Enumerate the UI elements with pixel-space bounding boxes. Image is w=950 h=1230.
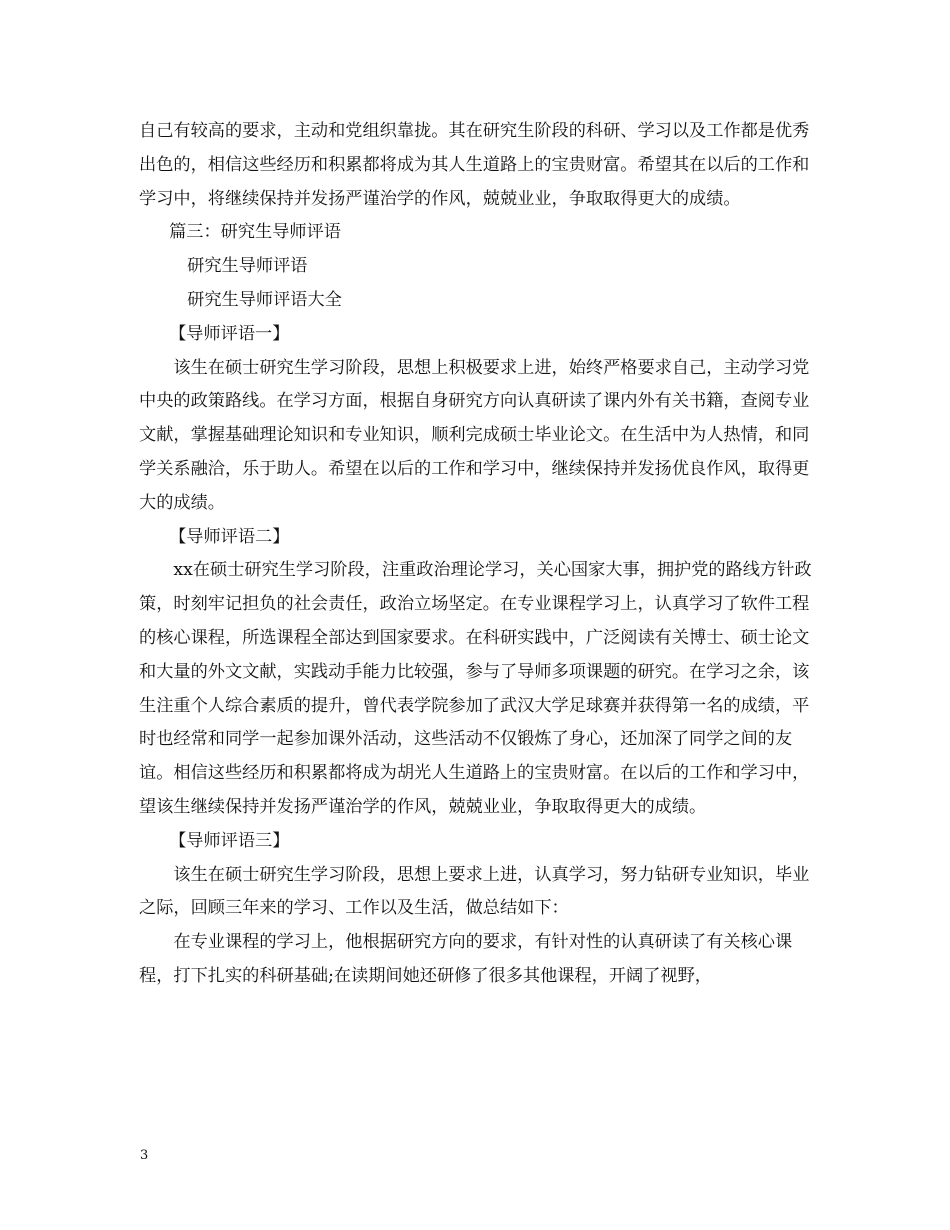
- body-paragraph-continued: 自己有较高的要求，主动和党组织靠拢。其在研究生阶段的科研、学习以及工作都是优秀出色的，相信这些经历和积累都将成为其人生道路上的宝贵财富。希望其在以后的工作和学习中，将继续保持并发扬严谨治学的作风，兢兢业业，争取取得更大的成绩。: [139, 121, 810, 209]
- sub-heading: 研究生导师评语: [187, 256, 308, 277]
- section-heading: 篇三：研究生导师评语: [169, 222, 341, 243]
- comment-heading: 【导师评语二】: [169, 526, 290, 547]
- sub-heading: 研究生导师评语大全: [187, 289, 342, 310]
- body-paragraph: 该生在硕士研究生学习阶段，思想上要求上进，认真学习，努力钻研专业知识，毕业之际，回顾三年来的学习、工作以及生活，做总结如下：: [139, 864, 810, 919]
- body-paragraph: 在专业课程的学习上，他根据研究方向的要求，有针对性的认真研读了有关核心课程，打下扎实的科研基础;在读期间她还研修了很多其他课程，开阔了视野，: [139, 932, 793, 986]
- document-body: [139, 115, 815, 994]
- page-number: 3: [140, 1148, 149, 1163]
- body-paragraph: xx在硕士研究生学习阶段，注重政治理论学习，关心国家大事，拥护党的路线方针政策，时刻牢记担负的社会责任，政治立场坚定。在专业课程学习上，认真学习了软件工程的核心课程，所选课程全部达到国家要求。在科研实践中，广泛阅读有关博士、硕士论文和大量的外文文献，实践动手能力比较强，参与了导师多项课题的研究。在学习之余，该生注重个人综合素质的提升，曾代表学院参加了武汉大学足球赛并获得第一名的成绩，平时也经常和同学一起参加课外活动，这些活动不仅锻炼了身心，还加深了同学之间的友谊。相信这些经历和积累都将成为胡光人生道路上的宝贵财富。在以后的工作和学习中，望该生继续保持并发扬严谨治学的作风，兢兢业业，争取取得更大的成绩。: [139, 560, 812, 817]
- comment-heading: 【导师评语一】: [169, 323, 290, 344]
- comment-heading: 【导师评语三】: [169, 830, 290, 851]
- body-paragraph: 该生在硕士研究生学习阶段，思想上积极要求上进，始终严格要求自己，主动学习党中央的政策路线。在学习方面，根据自身研究方向认真研读了课内外有关书籍，查阅专业文献，掌握基础理论知识和专业知识，顺利完成硕士毕业论文。在生活中为人热情，和同学关系融洽，乐于助人。希望在以后的工作和学习中，继续保持并发扬优良作风，取得更大的成绩。: [139, 357, 810, 513]
